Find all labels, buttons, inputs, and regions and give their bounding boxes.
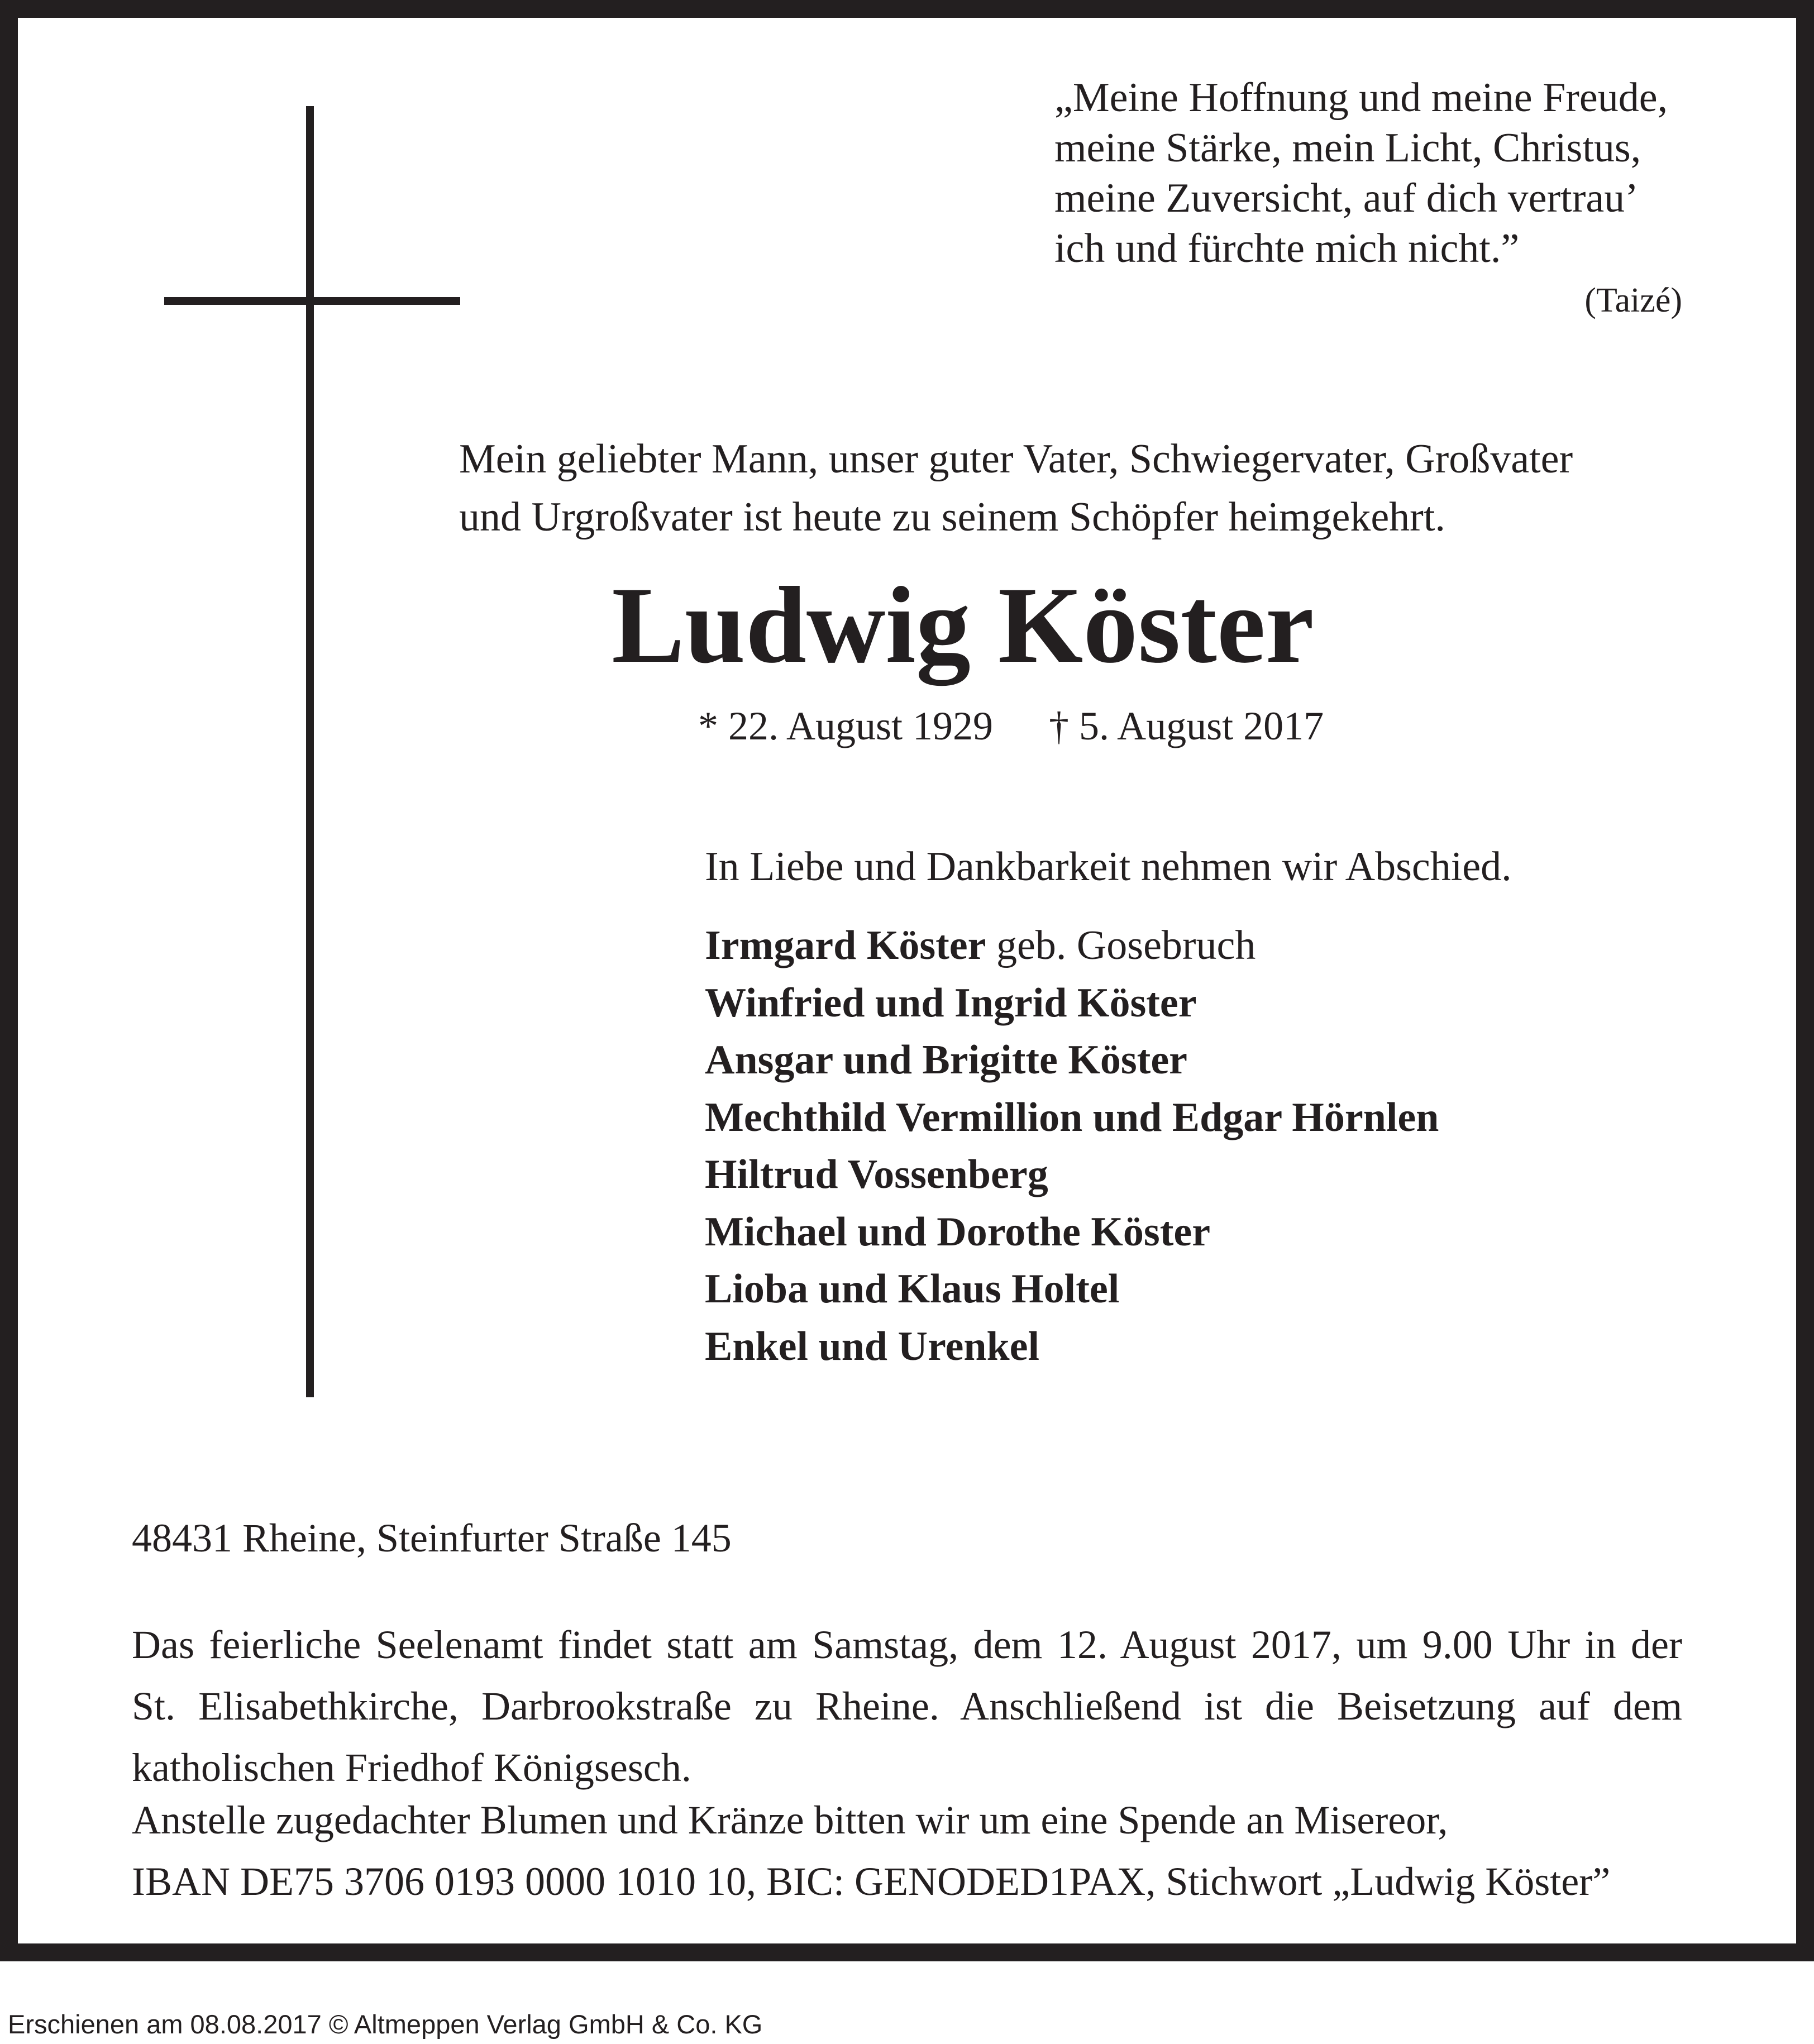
donation-notice [132, 1789, 1682, 1912]
epigraph-quote [1054, 73, 1668, 274]
death-date: † 5. August 2017 [1049, 704, 1324, 748]
quote-line: ich und fürchte mich nicht.” [1054, 226, 1520, 271]
family-member: Hiltrud Vossenberg [705, 1152, 1048, 1197]
family-address: 48431 Rheine, Steinfurter Straße 145 [132, 1516, 732, 1560]
family-list [705, 917, 1439, 1375]
intro-line: Mein geliebter Mann, unser guter Vater, Schwiegervater, Großvater [459, 436, 1573, 482]
family-member: Irmgard Köster geb. Gosebruch [705, 923, 1256, 968]
cross-icon-beam [164, 297, 460, 305]
family-member: Michael und Dorothe Köster [705, 1209, 1211, 1255]
family-member: Mechthild Vermillion und Edgar Hörnlen [705, 1094, 1439, 1140]
service-line: Das feierliche Seelenamt findet statt am Samstag, dem 12. August 2017, um 9.00 Uhr in der [132, 1622, 1682, 1667]
family-member: Ansgar und Brigitte Köster [705, 1037, 1188, 1083]
donation-line: Anstelle zugedachter Blumen und Kränze bitten wir um eine Spende an Misereor, [132, 1798, 1448, 1842]
service-notice [132, 1614, 1682, 1798]
service-line: katholischen Friedhof Königsesch. [132, 1745, 691, 1790]
intro-text [459, 430, 1573, 546]
deceased-name: Ludwig Köster [612, 565, 1314, 686]
quote-line: meine Zuversicht, auf dich vertrau’ [1054, 175, 1639, 221]
life-dates [698, 698, 1324, 754]
farewell-text: In Liebe und Dankbarkeit nehmen wir Abschied. [705, 844, 1512, 890]
donation-line: IBAN DE75 3706 0193 0000 1010 10, BIC: GENODED1PAX, Stichwort „Ludwig Köster” [132, 1859, 1611, 1904]
quote-source: (Taizé) [1584, 281, 1682, 319]
quote-line: „Meine Hoffnung und meine Freude, [1054, 75, 1668, 121]
publication-footer: Erschienen am 08.08.2017 © Altmeppen Verlag GmbH & Co. KG [8, 2009, 763, 2039]
quote-line: meine Stärke, mein Licht, Christus, [1054, 125, 1641, 171]
family-member: Enkel und Urenkel [705, 1323, 1040, 1369]
service-line: St. Elisabethkirche, Darbrookstraße zu Rheine. Anschließend ist die Beisetzung auf dem [132, 1684, 1682, 1728]
intro-line: und Urgroßvater ist heute zu seinem Schöpfer heimgekehrt. [459, 494, 1445, 540]
birth-date: * 22. August 1929 [698, 704, 994, 748]
family-member: Lioba und Klaus Holtel [705, 1266, 1120, 1312]
family-member: Winfried und Ingrid Köster [705, 980, 1197, 1026]
